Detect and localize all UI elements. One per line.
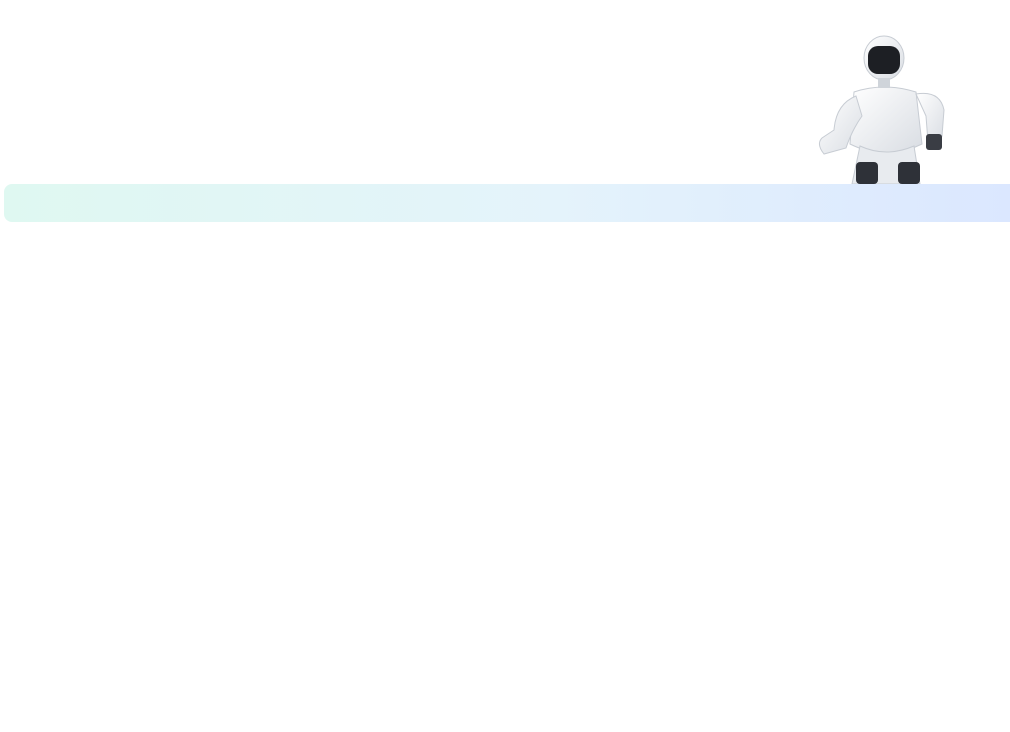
robot-illustration <box>812 34 957 184</box>
table-header-band <box>4 184 1010 222</box>
